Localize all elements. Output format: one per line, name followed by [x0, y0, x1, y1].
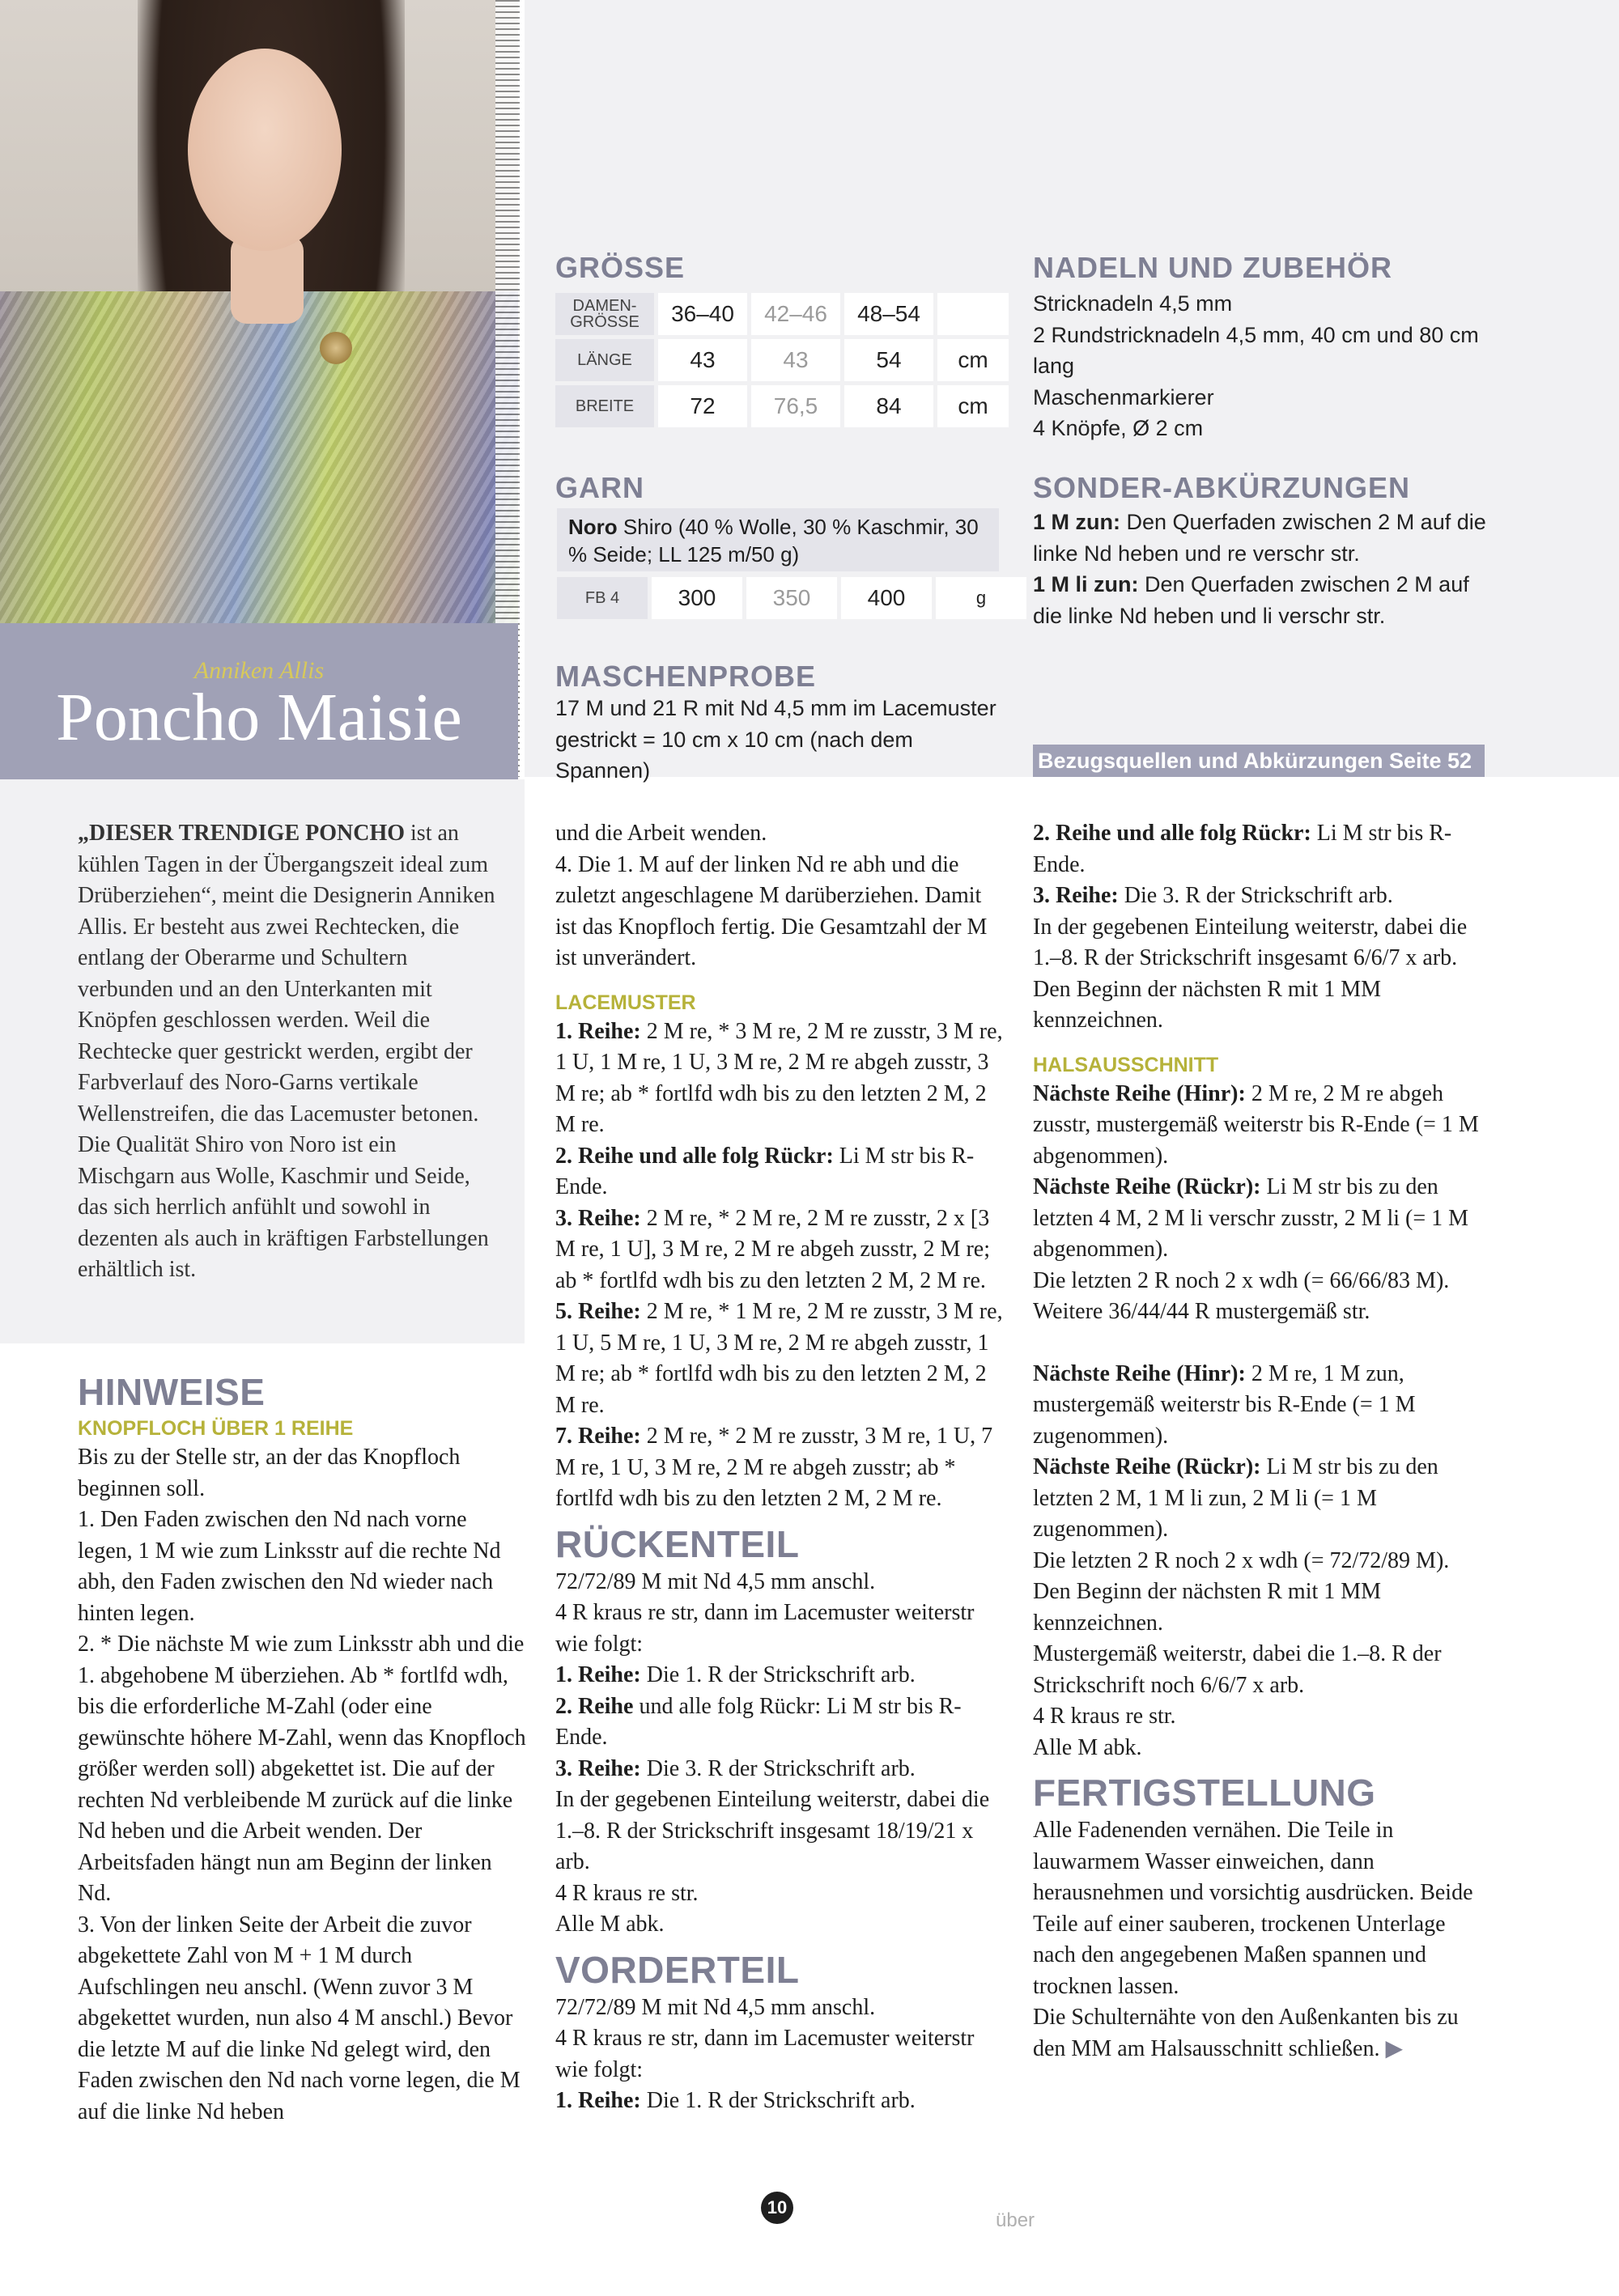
abbreviation-text: Den Querfaden zwischen 2 M auf die linke Nd heben und li verschr str.: [1033, 572, 1469, 628]
abbreviation-term: 1 M zun:: [1033, 510, 1120, 534]
size-row: [555, 293, 1009, 335]
paragraph: [1033, 1172, 1486, 1266]
row-text: Die 3. R der Strickschrift arb.: [1118, 883, 1393, 908]
row-term: Nächste Reihe (Rückr):: [1033, 1454, 1261, 1479]
size-unit: cm: [937, 385, 1009, 427]
fertigstellung-heading: FERTIGSTELLUNG: [1033, 1772, 1376, 1814]
knopfloch-heading: KNOPFLOCH ÜBER 1 REIHE: [78, 1417, 354, 1440]
paragraph: [555, 1660, 1005, 1691]
gauge-text: 17 M und 21 R mit Nd 4,5 mm im Lacemuster gestrickt = 10 cm x 10 cm (nach dem Spannen): [555, 696, 996, 783]
yarn-amount: 400: [841, 577, 932, 619]
lace-row-term: 3. Reihe:: [555, 1205, 641, 1231]
groesse-heading: GRÖSSE: [555, 251, 686, 284]
paragraph: [1033, 1359, 1486, 1453]
abbreviation-list: [1033, 507, 1486, 631]
size-unit: [937, 293, 1009, 335]
paragraph: [1033, 881, 1486, 912]
paragraph: Den Beginn der nächsten R mit 1 MM kennzeichnen.: [1033, 976, 1382, 1033]
row-term: 3. Reihe:: [1033, 883, 1119, 908]
row-text: 2 M re, 1 M zun, mustergemäß weiterstr bis R-Ende (= 1 M zugenommen).: [1033, 1360, 1416, 1449]
lace-row: [555, 1203, 1005, 1297]
paragraph: 4 R kraus re str, dann im Lacemuster weiterstr wie folgt:: [555, 1600, 975, 1657]
row-text: Die 1. R der Strickschrift arb.: [640, 1662, 916, 1687]
row-term: 1. Reihe:: [555, 2088, 641, 2113]
intro-body: ist an kühlen Tagen in der Übergangszeit ideal zum Drüberziehen“, meint die Designerin Anniken Allis. Er besteht aus zwei Rechtecken, die entlang der Oberarme und Schultern verbunden und an den Unterkanten mit Knöpfen geschlossen werden. Weil die Rechtecke quer gestrickt werden, ergibt der Farbverlauf des Noro-Garns vertikale Wellenstreifen, die das Lacemuster betonen. Die Qualität Shiro von Noro ist ein Mischgarn aus Wolle, Kaschmir und Seide, das sich herrlich anfühlt und sowohl in dezenten als auch in kräftigen Farbstellungen erhältlich ist.: [78, 821, 495, 1282]
row-text: Die 3. R der Strickschrift arb.: [640, 1755, 916, 1781]
yarn-amount-row: [557, 577, 1026, 619]
yarn-amount: 350: [746, 577, 837, 619]
row-text: Li M str bis zu den letzten 4 M, 2 M li verschr zusstr, 2 M li (= 1 M abgenommen).: [1033, 1174, 1469, 1262]
size-row: [555, 339, 1009, 381]
vorderteil-heading: VORDERTEIL: [555, 1948, 800, 1991]
row-text: 2 M re, 2 M re abgeh zusstr, mustergemäß weiterstr bis R-Ende (= 1 M abgenommen).: [1033, 1080, 1479, 1169]
paragraph: [555, 1691, 1005, 1754]
row-term: 1. Reihe:: [555, 1662, 641, 1687]
size-row-label: DAMEN-GRÖSSE: [555, 293, 654, 335]
lace-row: [555, 1016, 1005, 1141]
designer-name: Anniken Allis: [193, 657, 325, 684]
size-cell: 84: [844, 385, 933, 427]
sonder-heading: SONDER-ABKÜRZUNGEN: [1033, 471, 1410, 504]
size-cell: 76,5: [751, 385, 840, 427]
size-cell: 36–40: [658, 293, 747, 335]
row-text: Li M str bis R-Ende.: [1033, 821, 1452, 877]
yarn-unit: g: [936, 577, 1026, 619]
row-term: Nächste Reihe (Hinr):: [1033, 1360, 1246, 1386]
size-cell: 54: [844, 339, 933, 381]
paragraph: und die Arbeit wenden.: [555, 821, 767, 846]
abbreviation-term: 1 M li zun:: [1033, 572, 1139, 596]
hinweise-heading: HINWEISE: [78, 1371, 266, 1413]
lace-row-text: 2 M re, * 3 M re, 2 M re zusstr, 3 M re, 1 U, 1 M re, 1 U, 3 M re, 2 M re abgeh zusstr, 3 M re; ab * fortlfd wdh bis zu den letzten 2 M, 2 M re.: [555, 1018, 1003, 1137]
paragraph: Alle Fadenenden vernähen. Die Teile in lauwarmem Wasser einweichen, dann herausnehmen und vorsichtig ausdrücken. Beide Teile auf einer sauberen, trockenen Unterlage nach den angegebenen Maßen spannen und trocknen lassen.: [1033, 1818, 1473, 1999]
paragraph: 4. Die 1. M auf der linken Nd re abh und die zuletzt angeschlagene M darüberziehen. Damit ist das Knopfloch fertig. Die Gesamtzahl der M ist unverändert.: [555, 851, 988, 970]
size-cell: 43: [658, 339, 747, 381]
halsausschnitt-heading: HALSAUSSCHNITT: [1033, 1053, 1219, 1076]
abbreviation-item: [1033, 507, 1486, 569]
paragraph: 72/72/89 M mit Nd 4,5 mm anschl.: [555, 1994, 876, 2020]
paragraph: In der gegebenen Einteilung weiterstr, dabei die 1.–8. R der Strickschrift insgesamt 18/19/21 x arb.: [555, 1787, 990, 1874]
paragraph: Alle M abk.: [555, 1912, 665, 1937]
row-term: 2. Reihe: [555, 1693, 634, 1719]
paragraph: [1033, 1079, 1486, 1173]
row-term: Nächste Reihe (Rückr):: [1033, 1174, 1261, 1199]
paragraph: [1033, 2002, 1486, 2065]
size-cell: 72: [658, 385, 747, 427]
size-row: [555, 385, 1009, 427]
lace-row-term: 7. Reihe:: [555, 1424, 641, 1449]
yarn-description: [557, 508, 999, 571]
row-text: Die Schulternähte von den Außenkanten bis zu den MM am Halsausschnitt schließen.: [1033, 2005, 1459, 2061]
reference-link[interactable]: Bezugsquellen und Abkürzungen Seite 52: [1033, 745, 1485, 777]
continue-arrow-icon[interactable]: ▶: [1385, 2035, 1404, 2061]
paragraph: [555, 2086, 1005, 2117]
lace-row-term: 1. Reihe:: [555, 1018, 641, 1044]
page-number: 10: [761, 2192, 793, 2224]
size-row-label: BREITE: [555, 385, 654, 427]
nadeln-heading: NADELN UND ZUBEHÖR: [1033, 251, 1392, 284]
abbreviation-text: Den Querfaden zwischen 2 M auf die linke Nd heben und re verschr str.: [1033, 510, 1486, 566]
paragraph: Mustergemäß weiterstr, dabei die 1.–8. R der Strickschrift noch 6/6/7 x arb.: [1033, 1641, 1442, 1698]
next-page-label: über: [996, 2209, 1035, 2231]
row-text: und alle folg Rückr: Li M str bis R-Ende.: [555, 1693, 962, 1750]
maschenprobe-heading: MASCHENPROBE: [555, 660, 817, 693]
needles-item: 4 Knöpfe, Ø 2 cm: [1033, 416, 1204, 440]
lace-row-term: 5. Reihe:: [555, 1299, 641, 1324]
size-unit: cm: [937, 339, 1009, 381]
intro-lead: „DIESER TRENDIGE PONCHO: [78, 821, 406, 846]
paragraph: 3. Von der linken Seite der Arbeit die zuvor abgekettete Zahl von M + 1 M durch Aufschlingen neu anschl. (Wenn zuvor 3 M abgekettet wurden, nun also 4 M anschl.) Bevor die letzte M auf die linke Nd gelegt wird, den Faden zwischen den Nd nach vorne legen, die M auf die linke Nd heben: [78, 1912, 521, 2124]
paragraph: 72/72/89 M mit Nd 4,5 mm anschl.: [555, 1568, 876, 1594]
size-cell: 43: [751, 339, 840, 381]
needles-item: 2 Rundstricknadeln 4,5 mm, 40 cm und 80 cm lang: [1033, 322, 1479, 378]
brooch: [320, 332, 352, 364]
lace-row-text: 2 M re, * 2 M re, 2 M re zusstr, 2 x [3 M re, 1 U], 3 M re, 2 M re abgeh zusstr, 2 M re; ab * fortlfd wdh bis zu den letzten 2 M, 2 M re.: [555, 1205, 990, 1293]
paragraph: 4 R kraus re str, dann im Lacemuster weiterstr wie folgt:: [555, 2026, 975, 2082]
paragraph: Alle M abk.: [1033, 1734, 1142, 1760]
needles-item: Maschenmarkierer: [1033, 384, 1214, 410]
paragraph: [1033, 818, 1486, 881]
size-row-label: LÄNGE: [555, 339, 654, 381]
paragraph: 1. Den Faden zwischen den Nd nach vorne legen, 1 M wie zum Linksstr auf die rechte Nd abh, den Faden zwischen den Nd wieder nach hinten legen.: [78, 1507, 501, 1626]
rueckenteil-heading: RÜCKENTEIL: [555, 1522, 800, 1565]
intro-text: [78, 818, 499, 1286]
needles-item: Stricknadeln 4,5 mm: [1033, 291, 1233, 316]
row-text: Die 1. R der Strickschrift arb.: [640, 2088, 916, 2113]
row-term: Nächste Reihe (Hinr):: [1033, 1080, 1246, 1106]
lace-row: [555, 1421, 1005, 1515]
size-table: [551, 289, 1013, 431]
row-term: 3. Reihe:: [555, 1755, 641, 1781]
lace-row-text: Li M str bis R-Ende.: [555, 1143, 975, 1199]
paragraph: [555, 1754, 1005, 1785]
yarn-amount: 300: [652, 577, 742, 619]
column-3: [1033, 818, 1486, 2065]
paragraph: 2. * Die nächste M wie zum Linksstr abh und die 1. abgehobene M überziehen. Ab * fortlfd wdh, bis die erforderliche M-Zahl (oder eine gewünschte höhere M-Zahl, wenn das Knopfloch größer werden soll) abgekettet ist. Die auf der rechten Nd verbleibende M zurück auf die linke Nd heben und die Arbeit wenden. Der Arbeitsfaden hängt nun am Beginn der linken Nd.: [78, 1632, 526, 1906]
lace-row: [555, 1297, 1005, 1421]
pattern-title: Poncho Maisie: [56, 680, 462, 755]
lace-row-text: 2 M re, * 1 M re, 2 M re zusstr, 3 M re, 1 U, 5 M re, 1 U, 3 M re, 2 M re abgeh zusstr, 1 M re; ab * fortlfd wdh bis zu den letzten 2 M, 2 M re.: [555, 1299, 1003, 1418]
size-cell: 48–54: [844, 293, 933, 335]
needles-list: [1033, 288, 1486, 444]
yarn-color-label: FB 4: [557, 577, 648, 619]
yarn-amount-table: [553, 573, 1030, 623]
abbreviation-item: [1033, 569, 1486, 631]
paragraph: In der gegebenen Einteilung weiterstr, dabei die 1.–8. R der Strickschrift insgesamt 6/6/7 x arb.: [1033, 914, 1468, 970]
row-text: Li M str bis zu den letzten 2 M, 1 M li zun, 2 M li (= 1 M zugenommen).: [1033, 1454, 1438, 1542]
lace-row-term: 2. Reihe und alle folg Rückr:: [555, 1143, 834, 1169]
paragraph: Die letzten 2 R noch 2 x wdh (= 72/72/89 M). Den Beginn der nächsten R mit 1 MM kennzeichnen.: [1033, 1547, 1450, 1636]
paragraph: Die letzten 2 R noch 2 x wdh (= 66/66/83 M). Weitere 36/44/44 R mustergemäß str.: [1033, 1267, 1450, 1324]
row-term: 2. Reihe und alle folg Rückr:: [1033, 821, 1311, 846]
paragraph: Bis zu der Stelle str, an der das Knopfloch beginnen soll.: [78, 1445, 461, 1501]
paragraph: [1033, 1452, 1486, 1546]
yarn-brand: Noro: [568, 515, 618, 539]
garn-heading: GARN: [555, 471, 644, 504]
paragraph: 4 R kraus re str.: [555, 1880, 699, 1906]
size-cell: 42–46: [751, 293, 840, 335]
lacemuster-heading: LACEMUSTER: [555, 991, 696, 1014]
model-photo: [0, 0, 518, 623]
yarn-text: Shiro (40 % Wolle, 30 % Kaschmir, 30 % Seide; LL 125 m/50 g): [568, 515, 979, 567]
lace-row-text: 2 M re, * 2 M re zusstr, 3 M re, 1 U, 7 M re, 1 U, 3 M re, 2 M re abgeh zusstr; ab * fortlfd wdh bis zu den letzten 2 M, 2 M re.: [555, 1424, 993, 1511]
paragraph: 4 R kraus re str.: [1033, 1704, 1176, 1729]
lace-row: [555, 1141, 1005, 1203]
column-1: [78, 1369, 527, 2128]
column-2: [555, 818, 1005, 2117]
